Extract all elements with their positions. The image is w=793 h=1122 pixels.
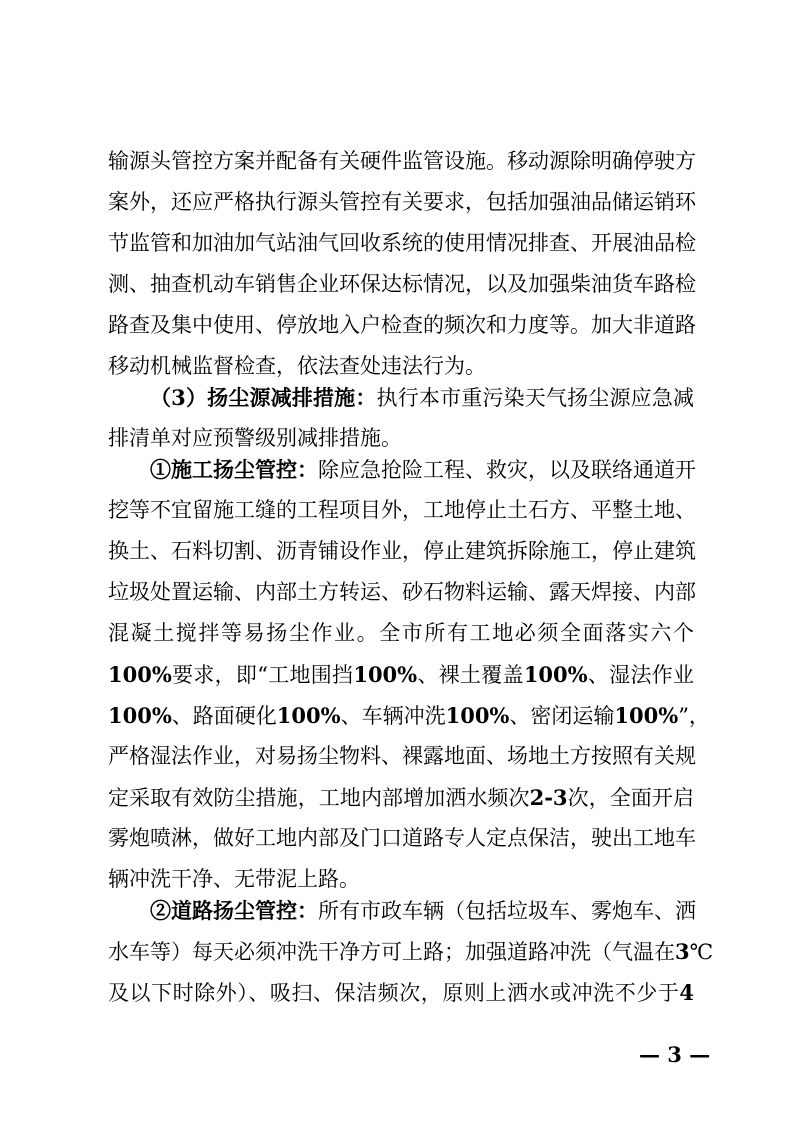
bold-value: 100% [353, 662, 418, 687]
text-line [150, 900, 694, 922]
text-span: 及以下时除外）、吸扫、保洁频次，原则上洒水或冲洗不少于 [108, 981, 680, 1005]
text-span: 、路面硬化 [171, 704, 277, 728]
bold-value: 4 [679, 980, 694, 1005]
bold-value: 100% [108, 662, 172, 687]
text-line [150, 387, 694, 409]
text-line: 移动机械监督检查，依法查处违法行为。 [108, 354, 486, 378]
page-number: — 3 — [639, 1042, 711, 1067]
text-line [108, 982, 694, 1004]
text-line [108, 787, 694, 809]
text-span: 、湿法作业 [587, 663, 695, 687]
bold-value: 100% [614, 703, 679, 728]
text-line: 雾炮喷淋，做好工地内部及门口道路专人定点保洁，驶出工地车 [108, 826, 696, 850]
text-span: ℃ [689, 940, 714, 964]
text-span: ”， [678, 704, 710, 728]
text-line: 节监管和加油加气站油气回收系统的使用情况排查、开展油品检 [108, 231, 696, 255]
bold-value: 100% [276, 703, 341, 728]
bold-value: 2-3 [529, 785, 568, 810]
text-line: 垃圾处置运输、内部土方转运、砂石物料运输、露天焊接、内部 [108, 580, 696, 604]
text-line [150, 459, 694, 481]
text-span: 要求，即“工地围挡 [171, 663, 354, 687]
text-line [108, 939, 714, 964]
bold-value: 100% [523, 662, 588, 687]
text-line: 辆冲洗干净、无带泥上路。 [108, 867, 360, 891]
text-line: 案外，还应严格执行源头管控有关要求，包括加强油品储运销环 [108, 190, 696, 214]
text-span: 定采取有效防尘措施，工地内部增加洒水频次 [108, 786, 530, 810]
text-line: 输源头管控方案并配备有关硬件监管设施。移动源除明确停驶方 [108, 149, 696, 173]
text-span: 、裸土覆盖 [417, 663, 524, 687]
text-span: 水车等）每天必须冲洗干净方可上路；加强道路冲洗（气温在 [108, 940, 675, 964]
section-heading: （3）扬尘源减排措施： [150, 385, 377, 410]
text-span: 除应急抢险工程、救灾，以及联络通道开 [318, 458, 696, 482]
text-span: 执行本市重污染天气扬尘源应急减 [376, 386, 694, 410]
text-span: 、车辆冲洗 [340, 704, 446, 728]
text-line [108, 703, 710, 728]
text-line: 排清单对应预警级别减排措施。 [108, 426, 402, 450]
text-line: 挖等不宜留施工缝的工程项目外，工地停止土石方、平整土地、 [108, 498, 696, 522]
text-span: 次，全面开启 [567, 786, 695, 810]
section-heading: ②道路扬尘管控： [150, 898, 318, 923]
bold-value: 100% [445, 703, 510, 728]
text-line: 混凝土搅拌等易扬尘作业。全市所有工地必须全面落实六个 [108, 621, 694, 645]
bold-value: 3 [675, 939, 690, 964]
section-heading: ①施工扬尘管控： [150, 457, 318, 482]
bold-value: 100% [108, 703, 172, 728]
text-span: 、密闭运输 [509, 704, 615, 728]
text-line: 路查及集中使用、停放地入户检查的频次和力度等。加大非道路 [108, 313, 696, 337]
text-line: 测、抽查机动车销售企业环保达标情况，以及加强柴油货车路检 [108, 272, 696, 296]
text-line: 换土、石料切割、沥青铺设作业，停止建筑拆除施工，停止建筑 [108, 539, 696, 563]
text-line [108, 664, 694, 686]
text-line: 严格湿法作业，对易扬尘物料、裸露地面、场地土方按照有关规 [108, 744, 696, 768]
text-span: 所有市政车辆（包括垃圾车、雾炮车、洒 [318, 899, 696, 923]
